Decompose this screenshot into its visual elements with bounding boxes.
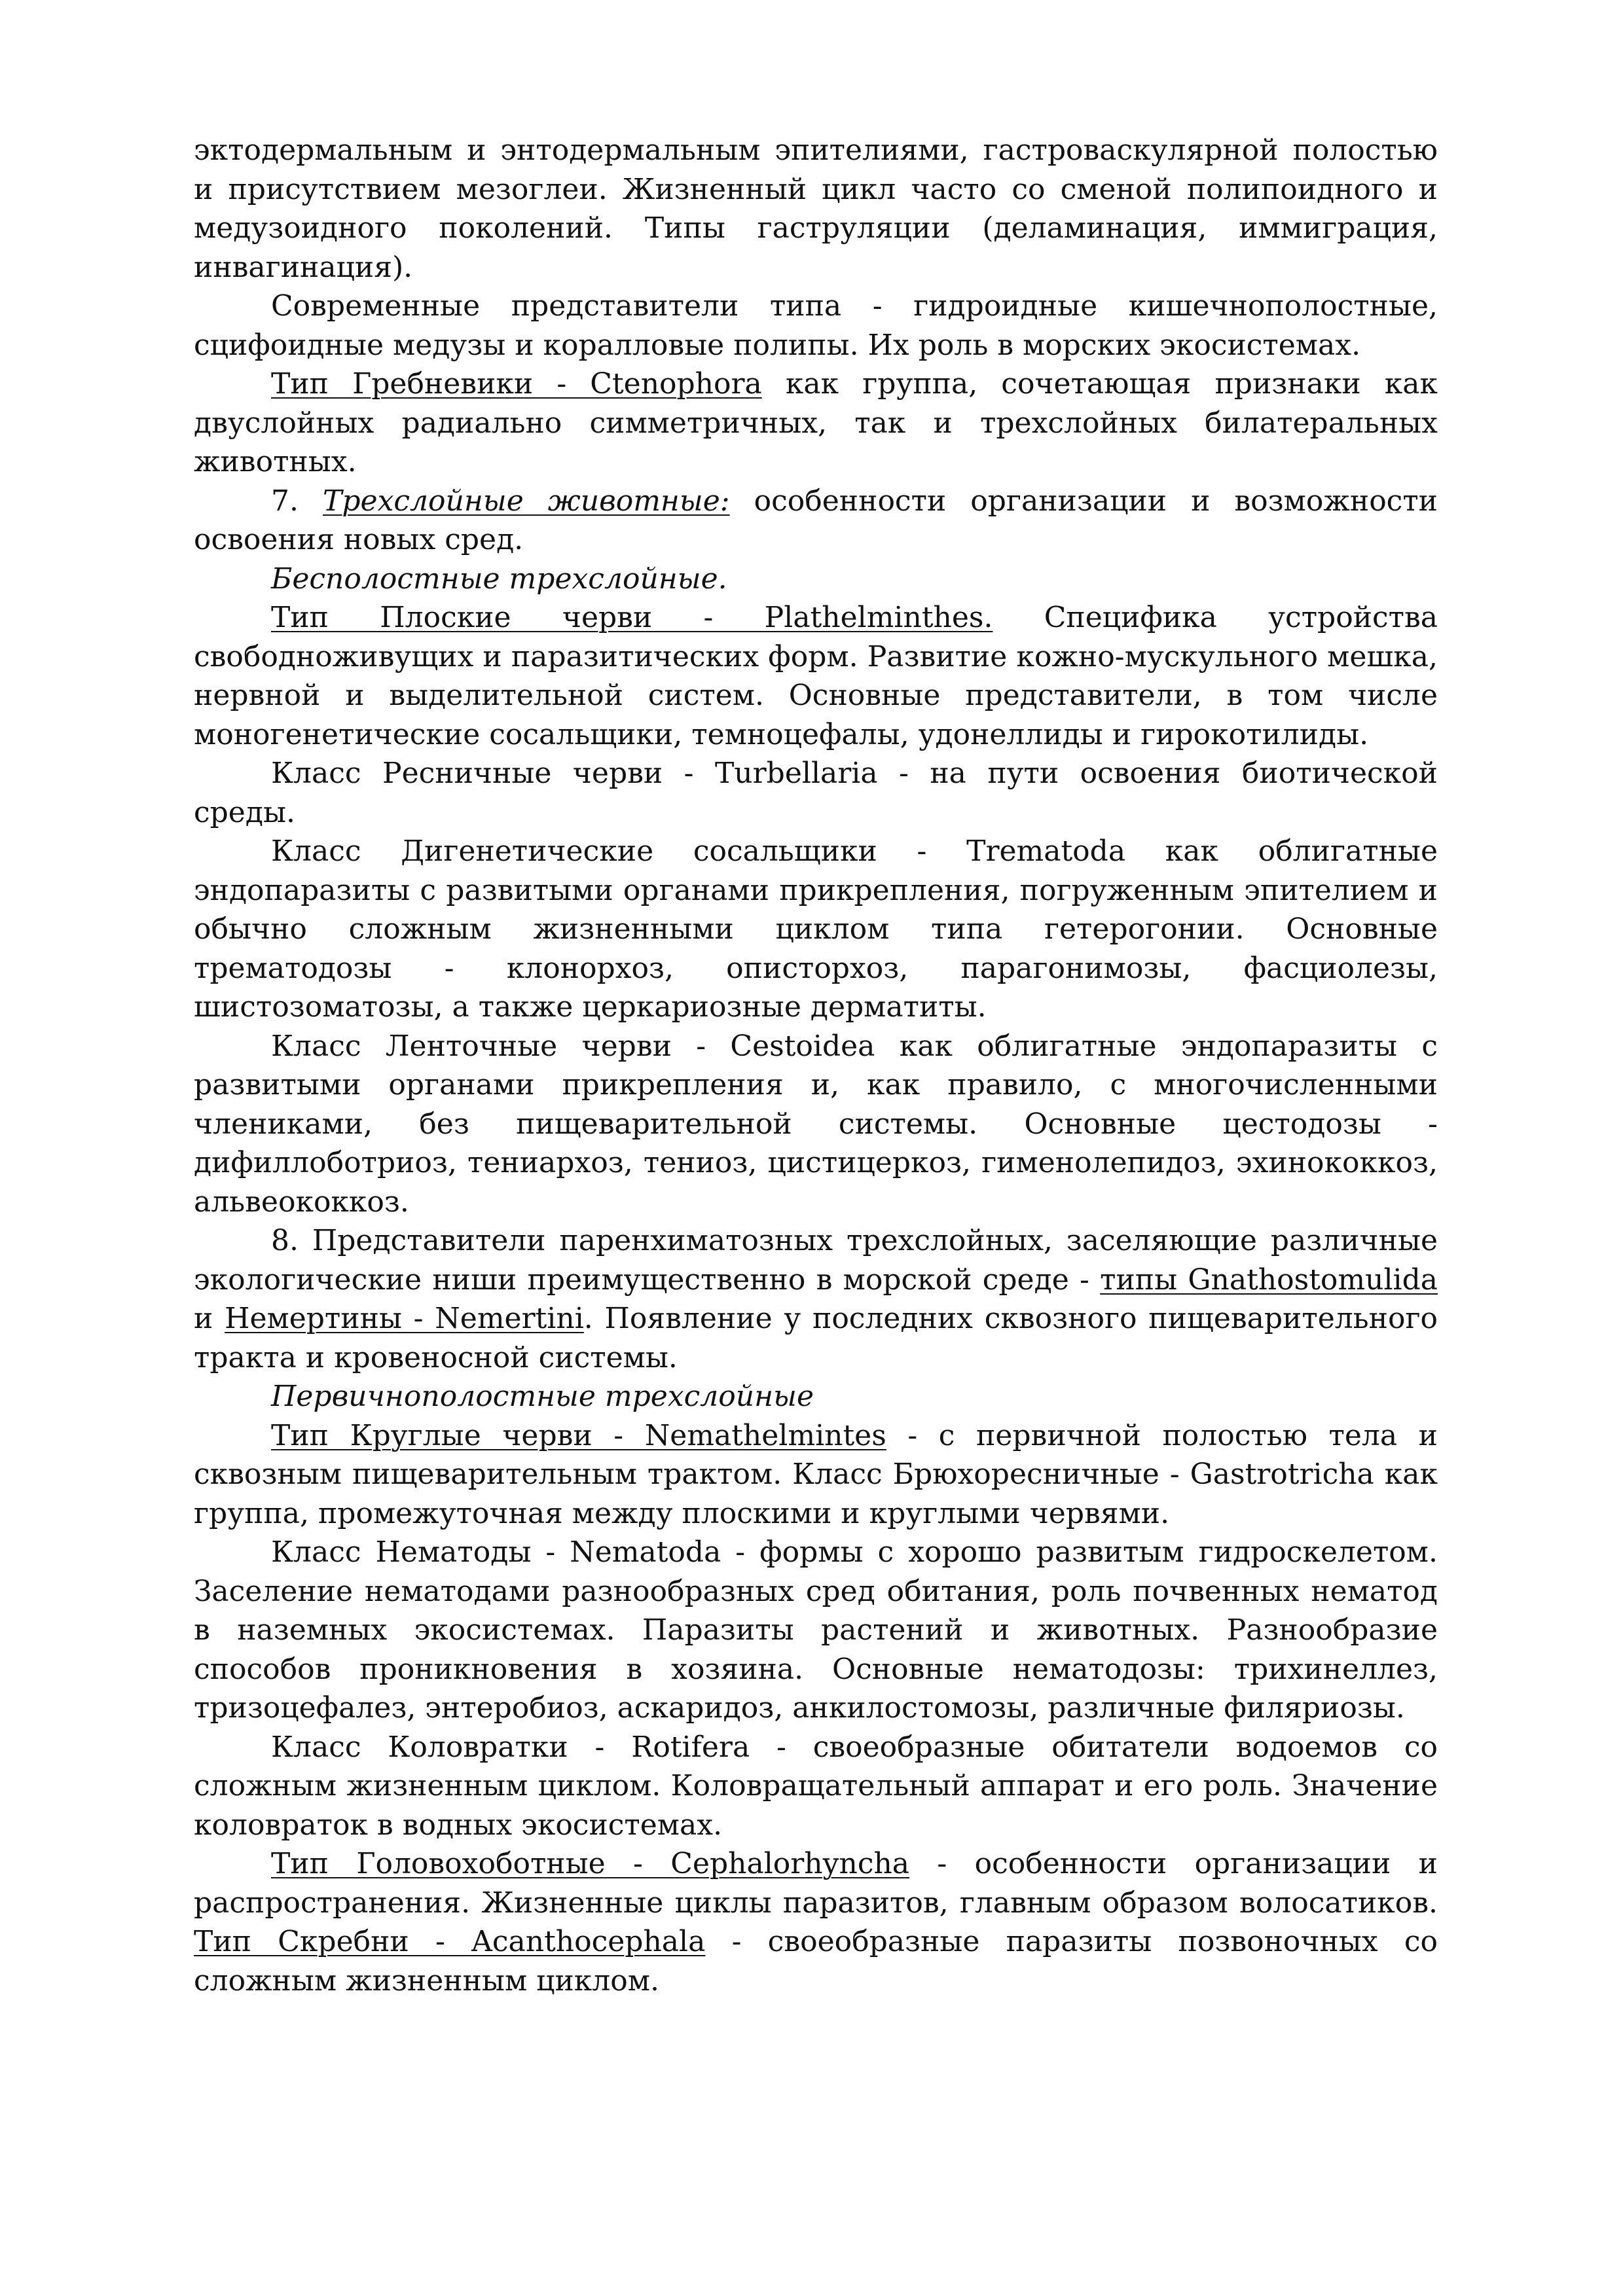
parenchymal-text-1: 8. Представители паренхиматозных трехслойных, заселяющие различные экологические ниши преимущественно в морской среде - (194, 1224, 1438, 1297)
ctenophora-text: как группа, сочетающая признаки как двуслойных радиально симметричных, так и трехслойных билатеральных животных. (194, 367, 1438, 478)
section-number: 7. (271, 484, 323, 518)
parenchymal-text-2: и (194, 1302, 225, 1335)
paragraph-nemathelmintes (194, 1416, 1438, 1534)
paragraph-plathelminthes (194, 598, 1438, 754)
paragraph-ctenophora (194, 365, 1438, 482)
triploblastic-text: особенности организации и возможности освоения новых сред. (194, 484, 1438, 556)
document-page (194, 131, 1438, 2000)
paragraph-nematoda: Класс Нематоды - Nematoda - формы с хорошо развитым гидроскелетом. Заселение нематодами разнообразных сред обитания, роль почвенных нематод в наземных экосистемах. Паразиты растений и животных. Разнообразие способов проникновения в хозяина. Основные нематодозы: трихинеллез, тризоцефалез, энтеробиоз, аскаридоз, анкилостомозы, различные филяриозы. (194, 1535, 1438, 1725)
gnathostomulida-link: типы Gnathostomulida (1100, 1263, 1438, 1297)
paragraph-turbellaria: Класс Ресничные черви - Turbellaria - на пути освоения биотической среды. (194, 757, 1438, 829)
acanthocephala-text: - своеобразные паразиты позвоночных со сложным жизненным циклом. (194, 1925, 1438, 1998)
paragraph-trematoda: Класс Дигенетические сосальщики - Trematoda как облигатные эндопаразиты с развитыми органами прикрепления, погруженным эпителием и обычно сложным жизненными циклом типа гетерогонии. Основные трематодозы - клонорхоз, описторхоз, парагонимозы, фасциолезы, шистозоматозы, а также церкариозные дерматиты. (194, 834, 1438, 1024)
plathelminthes-phylum-link: Тип Плоские черви - Plathelminthes. (271, 601, 993, 634)
ctenophora-phylum-link: Тип Гребневики - Ctenophora (271, 367, 762, 401)
nemathelmintes-phylum-link: Тип Круглые черви - Nemathelmintes (271, 1418, 886, 1452)
paragraph-cephalorhyncha (194, 1844, 1438, 2000)
subheading-pseudocoelomate: Первичнополостные трехслойные (271, 1380, 814, 1413)
paragraph-rotifera: Класс Коловратки - Rotifera - своеобразные обитатели водоемов со сложным жизненным циклом. Коловращательный аппарат и его роль. Значение коловраток в водных экосистемах. (194, 1730, 1438, 1842)
triploblastic-heading: Трехслойные животные: (323, 484, 730, 518)
plathelminthes-text: Специфика устройства свободноживущих и паразитических форм. Развитие кожно-мускульного мешка, нервной и выделительной систем. Основные представители, в том числе моногенетические сосальщики, темноцефалы, удонеллиды и гирокотилиды. (194, 601, 1438, 751)
nemathelmintes-text: - с первичной полостью тела и сквозным пищеварительным трактом. Класс Брюхоресничные - Gastrotricha как группа, промежуточная между плоскими и круглыми червями. (194, 1418, 1438, 1530)
paragraph-coelenterata-structure: эктодермальным и энтодермальным эпителиями, гастроваскулярной полостью и присутствием мезоглеи. Жизненный цикл часто со сменой полипоидного и медузоидного поколений. Типы гаструляции (деламинация, иммиграция, инвагинация). (194, 134, 1438, 284)
cephalorhyncha-phylum-link: Тип Головохоботные - Cephalorhyncha (271, 1847, 910, 1880)
cephalorhyncha-text: - особенности организации и распространения. Жизненные циклы паразитов, главным образом волосатиков. (194, 1847, 1438, 1920)
paragraph-coelenterata-representatives: Современные представители типа - гидроидные кишечнополостные, сцифоидные медузы и коралловые полипы. Их роль в морских экосистемах. (194, 289, 1438, 362)
subheading-acoelomate: Бесполостные трехслойные. (271, 562, 727, 596)
parenchymal-text-3: . Появление у последних сквозного пищеварительного тракта и кровеносной системы. (194, 1302, 1438, 1374)
paragraph-parenchymal (194, 1221, 1438, 1377)
nemertini-link: Немертины - Nemertini (225, 1302, 584, 1335)
paragraph-triploblastic-heading (194, 482, 1438, 560)
paragraph-cestoidea: Класс Ленточные черви - Cestoidea как облигатные эндопаразиты с развитыми органами прикрепления и, как правило, с многочисленными члениками, без пищеварительной системы. Основные цестодозы - дифиллоботриоз, тениархоз, тениоз, цистицеркоз, гименолепидоз, эхинококкоз, альвеококкоз. (194, 1029, 1438, 1219)
acanthocephala-phylum-link: Тип Скребни - Acanthocephala (194, 1925, 706, 1958)
